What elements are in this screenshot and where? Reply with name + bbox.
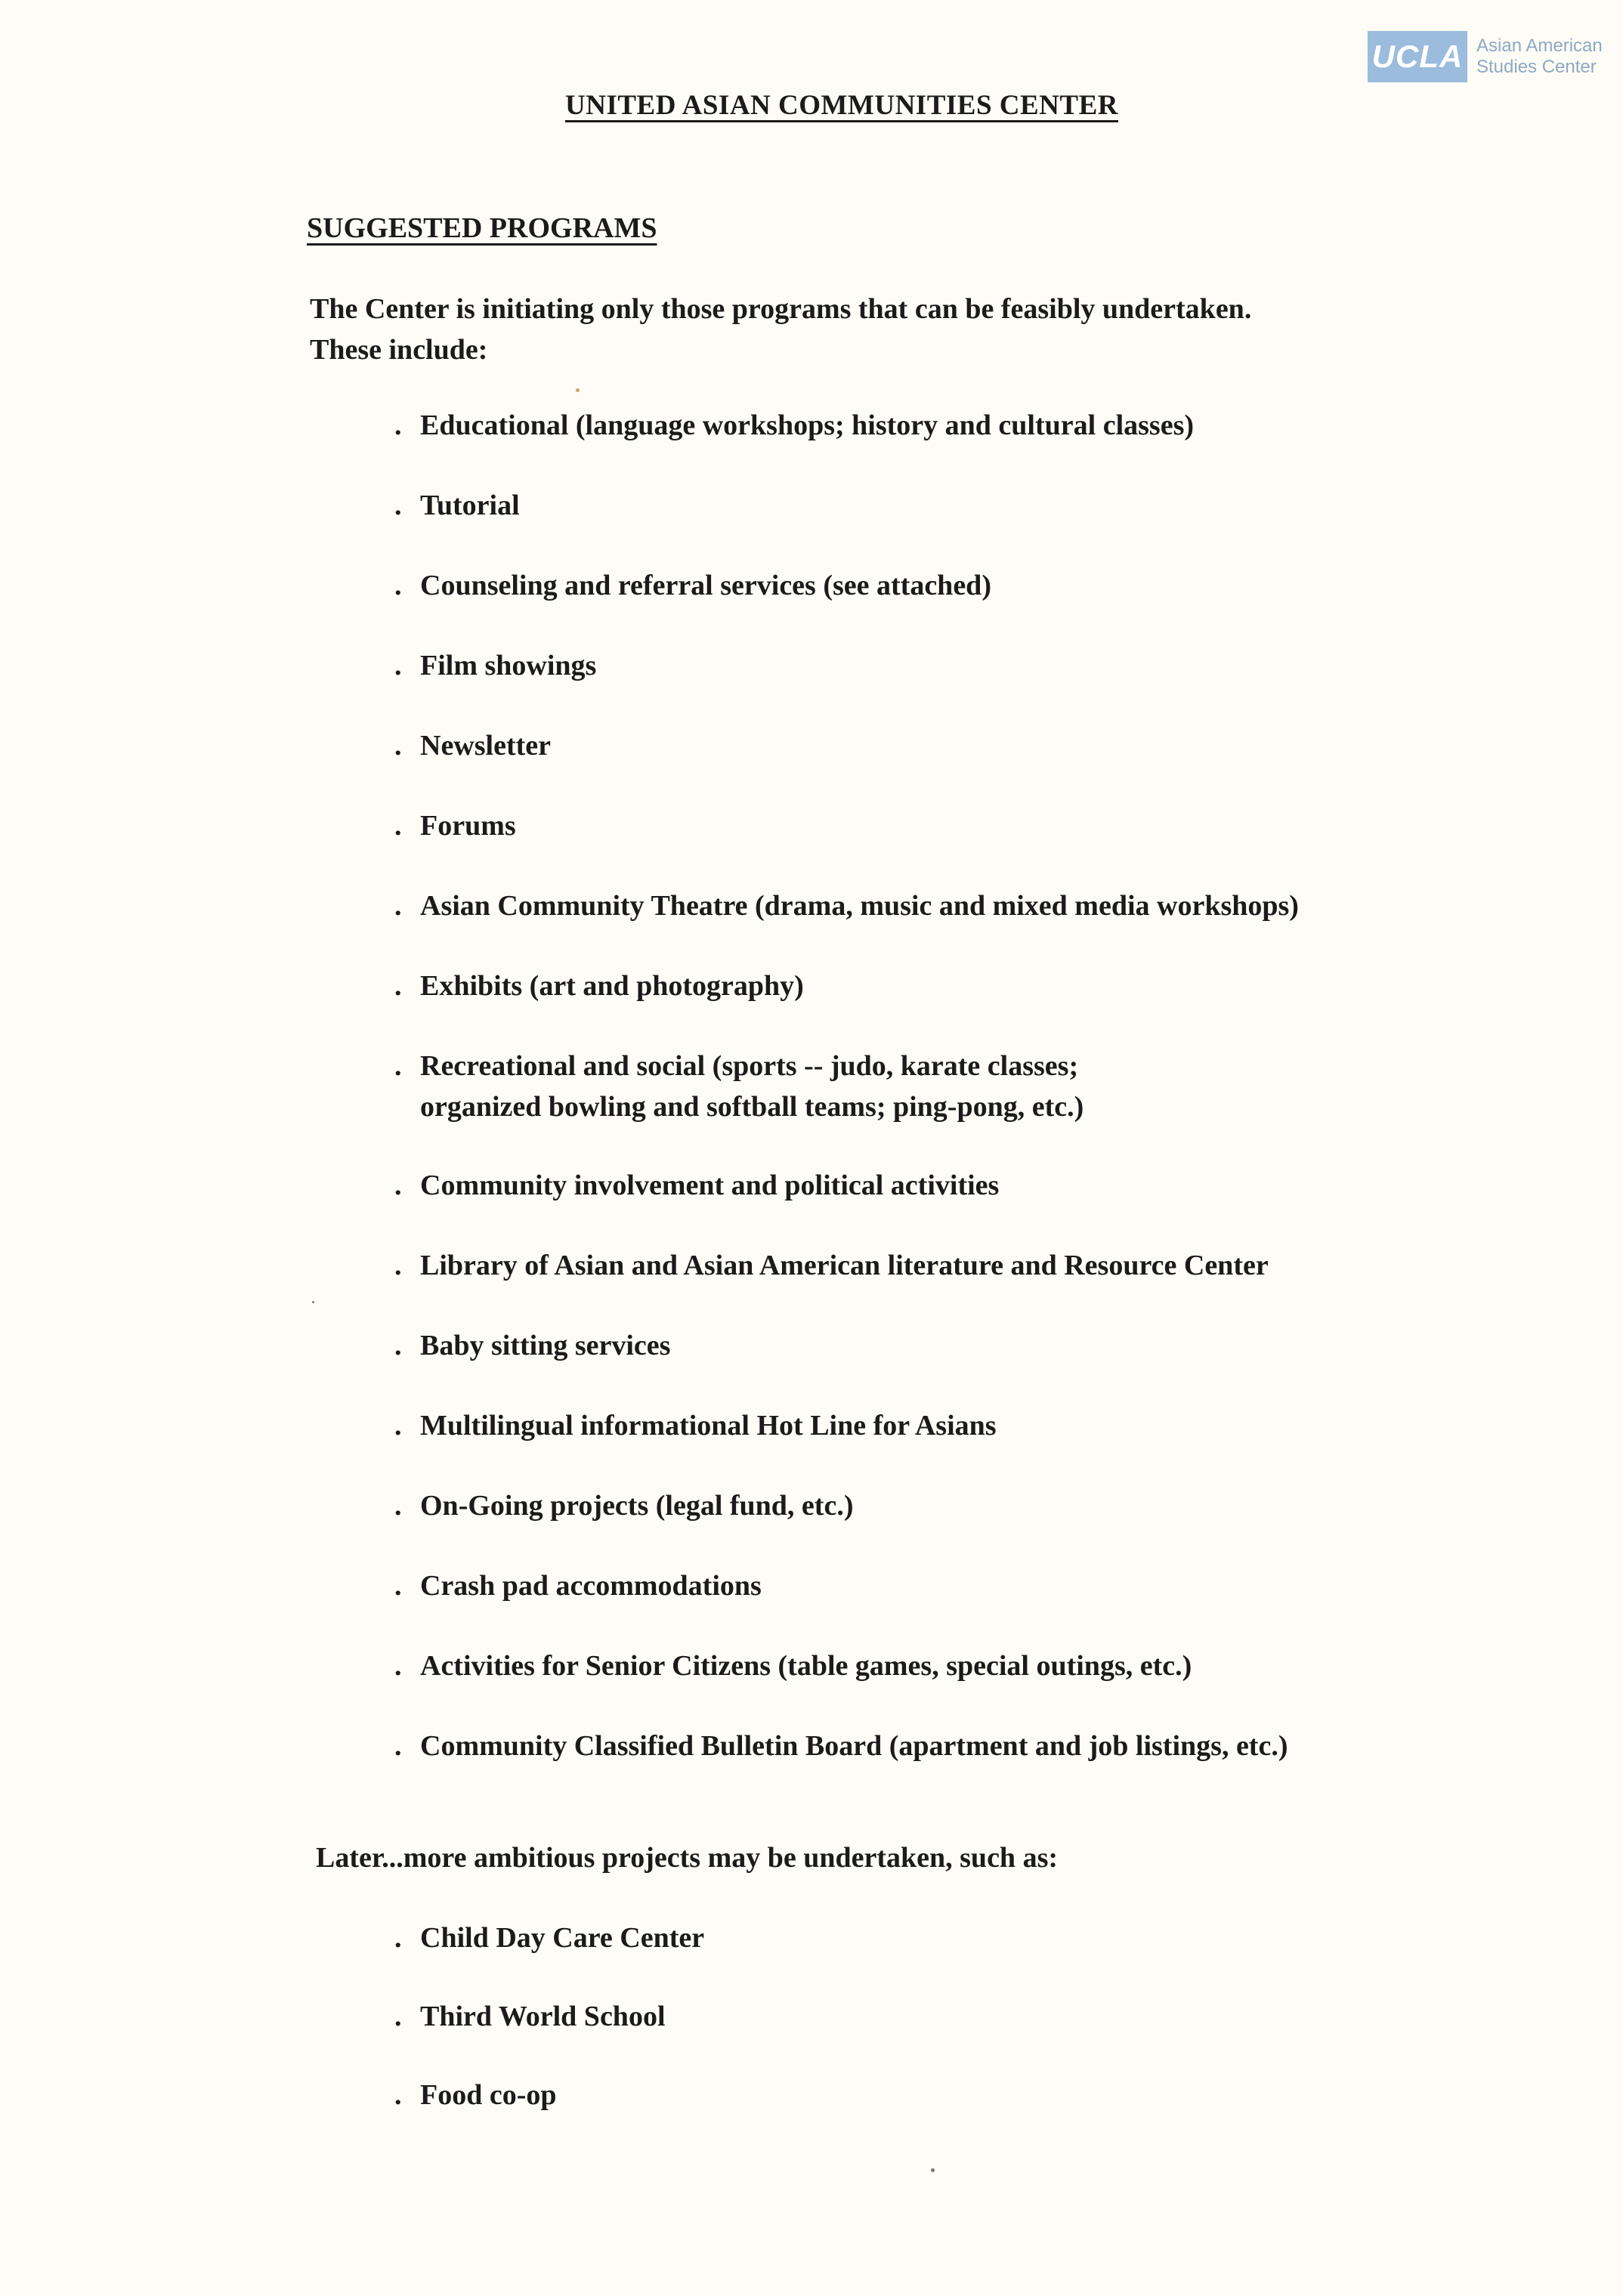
bullet-dot: .	[394, 2079, 402, 2111]
list-item	[394, 1046, 1084, 1127]
bullet-dot: .	[394, 2001, 402, 2032]
list-item	[394, 1165, 999, 1206]
bullet-dot: .	[394, 490, 402, 521]
bullet-dot: .	[394, 1922, 402, 1954]
document-title-text: UNITED ASIAN COMMUNITIES CENTER	[565, 90, 1118, 121]
bullet-dot: .	[394, 1050, 402, 1082]
paper-speck	[931, 2168, 935, 2172]
list-item-text: Food co-op	[420, 2079, 557, 2111]
bullet-dot: .	[394, 810, 402, 842]
list-item	[394, 1646, 1192, 1686]
bullet-dot: .	[394, 409, 402, 441]
document-title	[0, 89, 1623, 122]
list-item	[394, 805, 516, 846]
intro-line-2: These include:	[310, 334, 488, 366]
list-item	[394, 1917, 704, 1958]
paper-speck	[312, 1301, 314, 1303]
bullet-dot: .	[394, 1250, 402, 1281]
list-item	[394, 966, 804, 1006]
list-item-text: Child Day Care Center	[420, 1922, 705, 1954]
bullet-dot: .	[394, 1410, 402, 1442]
later-paragraph: Later...more ambitious projects may be undertaken, such as:	[316, 1842, 1059, 1874]
bullet-dot: .	[394, 1570, 402, 1602]
list-item-text: On-Going projects (legal fund, etc.)	[420, 1490, 854, 1522]
list-item	[394, 485, 520, 526]
list-item-text: Film showings	[420, 650, 597, 681]
list-item-text: Recreational and social (sports -- judo, karate classes;	[420, 1050, 1079, 1082]
bullet-dot: .	[394, 1650, 402, 1682]
list-item	[394, 1565, 762, 1606]
intro-paragraph	[310, 289, 1443, 370]
list-item-text: Community involvement and political activities	[420, 1170, 1000, 1201]
list-item	[394, 1405, 997, 1446]
list-item	[394, 2075, 557, 2115]
list-item	[394, 1245, 1269, 1286]
list-item	[394, 645, 596, 686]
paper-speck	[576, 388, 580, 392]
list-item	[394, 1485, 853, 1526]
ucla-logo	[1368, 30, 1603, 83]
bullet-dot: .	[394, 890, 402, 922]
list-item-text: Counseling and referral services (see attached)	[420, 570, 991, 601]
bullet-dot: .	[394, 1490, 402, 1522]
section-heading: SUGGESTED PROGRAMS	[307, 212, 657, 244]
list-item	[394, 1996, 666, 2037]
logo-caption	[1476, 36, 1603, 78]
bullet-dot: .	[394, 570, 402, 601]
list-item-text: Tutorial	[420, 490, 520, 521]
list-item	[394, 1726, 1288, 1766]
bullet-dot: .	[394, 1730, 402, 1762]
list-item-text: Third World School	[420, 2001, 666, 2032]
list-item	[394, 725, 551, 766]
list-item	[394, 405, 1194, 446]
list-item	[394, 885, 1299, 926]
list-item-text: Asian Community Theatre (drama, music and mixed media workshops)	[420, 890, 1299, 922]
list-item-text: Activities for Senior Citizens (table games, special outings, etc.)	[420, 1650, 1192, 1682]
list-item-text: Community Classified Bulletin Board (apartment and job listings, etc.)	[420, 1730, 1288, 1762]
list-item-text: Forums	[420, 810, 516, 842]
bullet-dot: .	[394, 1330, 402, 1361]
list-item-text: Exhibits (art and photography)	[420, 970, 804, 1002]
list-item-text: Newsletter	[420, 730, 552, 762]
bullet-dot: .	[394, 1170, 402, 1201]
list-item-text: Baby sitting services	[420, 1330, 671, 1361]
bullet-dot: .	[394, 970, 402, 1002]
logo-line-1: Asian American	[1476, 36, 1603, 56]
list-item-text: Library of Asian and Asian American literature and Resource Center	[420, 1250, 1269, 1281]
list-item	[394, 565, 991, 606]
ucla-logo-mark: UCLA	[1368, 31, 1467, 82]
intro-line-1: The Center is initiating only those programs that can be feasibly undertaken.	[310, 293, 1252, 325]
list-item-text: Educational (language workshops; history and cultural classes)	[420, 409, 1195, 441]
list-item-continuation: organized bowling and softball teams; ping-pong, etc.)	[420, 1091, 1084, 1123]
logo-line-2: Studies Center	[1476, 57, 1597, 77]
bullet-dot: .	[394, 650, 402, 681]
bullet-dot: .	[394, 730, 402, 762]
list-item	[394, 1325, 670, 1366]
list-item-text: Multilingual informational Hot Line for Asians	[420, 1410, 997, 1442]
list-item-text: Crash pad accommodations	[420, 1570, 762, 1602]
